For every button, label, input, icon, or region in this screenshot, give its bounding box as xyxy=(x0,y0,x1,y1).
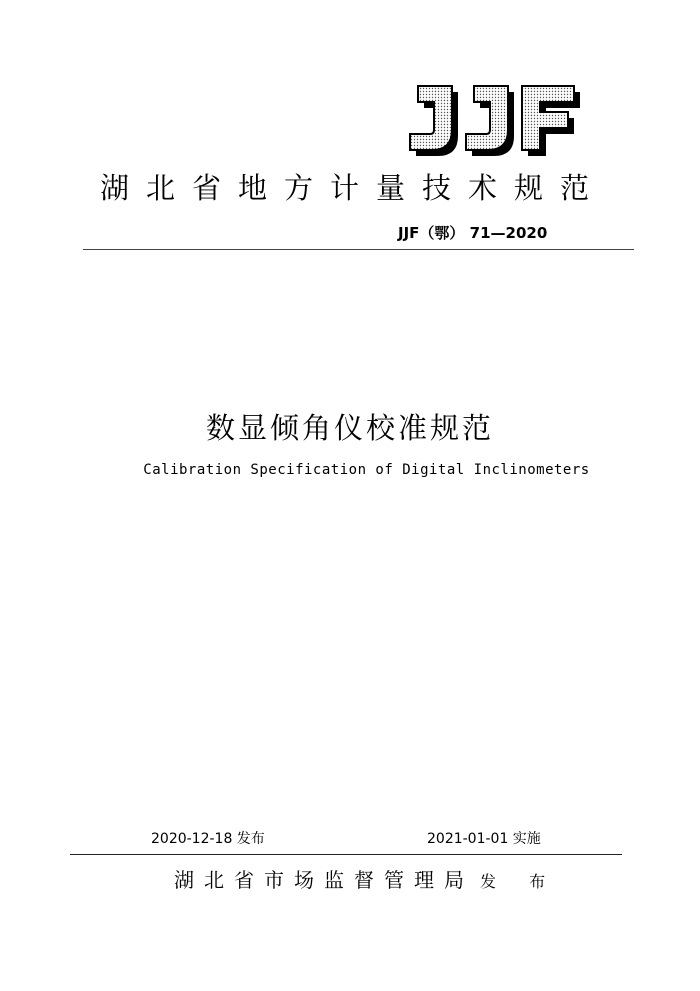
document-code: JJF（鄂） 71—2020 xyxy=(398,224,548,242)
issuer-line xyxy=(174,864,559,893)
jjf-logo xyxy=(404,84,586,160)
issuer-verb: 发 布 xyxy=(480,872,560,891)
bottom-divider xyxy=(70,854,622,855)
org-standard-title: 湖北省地方计量技术规范 xyxy=(100,171,607,205)
top-divider xyxy=(83,249,634,250)
document-title-english: Calibration Specification of Digital Inclinometers xyxy=(143,462,590,478)
issue-date: 2020-12-18 发布 xyxy=(151,831,265,847)
implementation-date: 2021-01-01 实施 xyxy=(427,831,541,847)
issuer-org: 湖北省市场监督管理局 xyxy=(174,868,474,892)
document-title: 数显倾角仪校准规范 xyxy=(205,411,494,445)
